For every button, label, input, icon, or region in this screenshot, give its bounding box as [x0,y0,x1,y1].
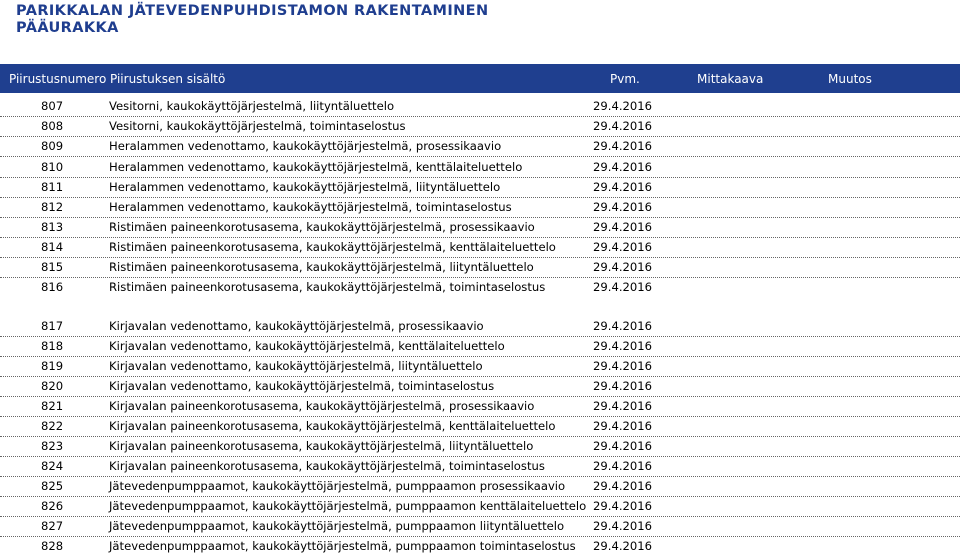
drawing-content: Kirjavalan vedenottamo, kaukokäyttöjärjestelmä, prosessikaavio [109,319,484,333]
drawing-number: 824 [41,459,64,473]
table-row [0,97,960,117]
drawing-content: Heralammen vedenottamo, kaukokäyttöjärjestelmä, prosessikaavio [109,139,502,153]
table-header [0,64,960,93]
header-number: Piirustusnumero [9,72,107,86]
drawing-number: 808 [41,119,64,133]
table-row [0,357,960,377]
drawing-date: 29.4.2016 [593,439,653,453]
drawing-content: Ristimäen paineenkorotusasema, kaukokäyttöjärjestelmä, liityntäluettelo [109,260,534,274]
drawing-content: Kirjavalan vedenottamo, kaukokäyttöjärjestelmä, toimintaselostus [109,379,495,393]
drawing-content: Jätevedenpumppaamot, kaukokäyttöjärjestelmä, pumppaamon toimintaselostus [109,539,576,553]
drawing-content: Kirjavalan paineenkorotusasema, kaukokäyttöjärjestelmä, toimintaselostus [109,459,545,473]
drawing-number: 819 [41,359,64,373]
drawing-content: Kirjavalan vedenottamo, kaukokäyttöjärjestelmä, liityntäluettelo [109,359,483,373]
document-title [0,0,960,42]
table-row [0,337,960,357]
drawing-number: 821 [41,399,64,413]
drawing-date: 29.4.2016 [593,220,653,234]
table-row [0,437,960,457]
table-row [0,517,960,537]
drawing-number: 810 [41,160,64,174]
drawing-number: 825 [41,479,64,493]
header-date: Pvm. [610,72,640,86]
drawing-content: Kirjavalan paineenkorotusasema, kaukokäyttöjärjestelmä, kenttälaiteluettelo [109,419,556,433]
table-row [0,178,960,198]
drawing-date: 29.4.2016 [593,240,653,254]
table-row [0,278,960,298]
title-line-1: PARIKKALAN JÄTEVEDENPUHDISTAMON RAKENTAMINEN [16,3,489,19]
table-row [0,377,960,397]
drawing-content: Kirjavalan paineenkorotusasema, kaukokäyttöjärjestelmä, prosessikaavio [109,399,535,413]
drawing-content: Kirjavalan paineenkorotusasema, kaukokäyttöjärjestelmä, liityntäluettelo [109,439,534,453]
drawing-number: 818 [41,339,64,353]
drawing-number: 826 [41,499,64,513]
drawing-date: 29.4.2016 [593,180,653,194]
drawing-content: Kirjavalan vedenottamo, kaukokäyttöjärjestelmä, kenttälaiteluettelo [109,339,505,353]
drawing-content: Vesitorni, kaukokäyttöjärjestelmä, liityntäluettelo [109,99,395,113]
drawing-number: 814 [41,240,64,254]
table-row [0,497,960,517]
table-row [0,477,960,497]
drawing-content: Jätevedenpumppaamot, kaukokäyttöjärjestelmä, pumppaamon prosessikaavio [109,479,566,493]
drawing-date: 29.4.2016 [593,359,653,373]
drawing-content: Ristimäen paineenkorotusasema, kaukokäyttöjärjestelmä, prosessikaavio [109,220,535,234]
table-row [0,397,960,417]
drawing-content: Heralammen vedenottamo, kaukokäyttöjärjestelmä, toimintaselostus [109,200,512,214]
drawing-number: 809 [41,139,64,153]
title-line-2: PÄÄURAKKA [16,20,119,36]
table-row [0,457,960,477]
drawing-date: 29.4.2016 [593,99,653,113]
table-row [0,417,960,437]
drawing-number: 827 [41,519,64,533]
drawing-date: 29.4.2016 [593,459,653,473]
drawing-content: Vesitorni, kaukokäyttöjärjestelmä, toimintaselostus [109,119,406,133]
drawing-number: 820 [41,379,64,393]
drawing-date: 29.4.2016 [593,260,653,274]
drawing-date: 29.4.2016 [593,479,653,493]
drawing-number: 811 [41,180,64,194]
drawing-content: Heralammen vedenottamo, kaukokäyttöjärjestelmä, kenttälaiteluettelo [109,160,523,174]
drawing-date: 29.4.2016 [593,139,653,153]
drawing-date: 29.4.2016 [593,339,653,353]
drawing-date: 29.4.2016 [593,200,653,214]
table-row [0,258,960,278]
drawing-date: 29.4.2016 [593,539,653,553]
drawing-content: Ristimäen paineenkorotusasema, kaukokäyttöjärjestelmä, kenttälaiteluettelo [109,240,556,254]
drawing-number: 815 [41,260,64,274]
drawing-number: 816 [41,280,64,294]
drawing-date: 29.4.2016 [593,499,653,513]
table-row [0,158,960,178]
drawing-date: 29.4.2016 [593,119,653,133]
drawing-content: Ristimäen paineenkorotusasema, kaukokäyttöjärjestelmä, toimintaselostus [109,280,546,294]
table-row [0,238,960,258]
drawing-number: 823 [41,439,64,453]
drawing-number: 822 [41,419,64,433]
drawing-date: 29.4.2016 [593,319,653,333]
drawing-content: Jätevedenpumppaamot, kaukokäyttöjärjestelmä, pumppaamon kenttälaiteluettelo [109,499,587,513]
drawing-date: 29.4.2016 [593,160,653,174]
table-row [0,117,960,137]
drawing-number: 828 [41,539,64,553]
table-row [0,537,960,557]
table-row [0,317,960,337]
drawing-date: 29.4.2016 [593,280,653,294]
header-scale: Mittakaava [697,72,764,86]
table-row [0,198,960,218]
drawing-date: 29.4.2016 [593,399,653,413]
drawing-date: 29.4.2016 [593,419,653,433]
drawing-number: 813 [41,220,64,234]
table-row [0,137,960,157]
table-row [0,218,960,238]
drawing-number: 817 [41,319,64,333]
drawing-content: Jätevedenpumppaamot, kaukokäyttöjärjestelmä, pumppaamon liityntäluettelo [109,519,565,533]
header-change: Muutos [828,72,872,86]
drawing-number: 812 [41,200,64,214]
drawing-content: Heralammen vedenottamo, kaukokäyttöjärjestelmä, liityntäluettelo [109,180,501,194]
drawing-number: 807 [41,99,64,113]
header-content: Piirustuksen sisältö [110,72,226,86]
drawing-date: 29.4.2016 [593,519,653,533]
row-separator [0,156,960,157]
drawing-date: 29.4.2016 [593,379,653,393]
